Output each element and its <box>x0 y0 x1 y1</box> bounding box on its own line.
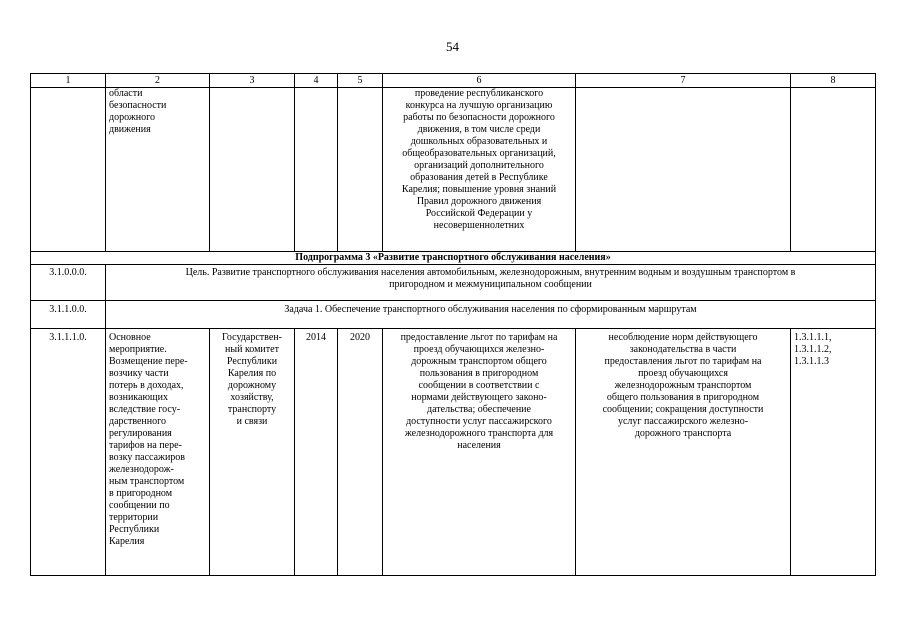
goal-code: 3.1.0.0.0. <box>31 265 106 301</box>
cont-cell-3 <box>210 88 295 252</box>
cont-cell-8 <box>791 88 876 252</box>
event-end-year: 2020 <box>338 329 383 576</box>
cont-cell-2: области безопасности дорожного движения <box>106 88 210 252</box>
task-code: 3.1.1.0.0. <box>31 301 106 329</box>
cont-cell-7 <box>576 88 791 252</box>
event-expected-result: предоставление льгот по тарифам на проезд обучающихся железно- дорожным транспортом общего пользования в пригородном сообщении в соответствии с нормами действующего законо- дательства; обеспечение доступности услуг пассажирского железнодорожного транспорта для населения <box>383 329 576 576</box>
header-row <box>31 74 876 88</box>
goal-row <box>31 265 876 301</box>
task-text: Задача 1. Обеспечение транспортного обслуживания населения по сформированным маршрутам <box>106 301 876 329</box>
header-cell-3: 3 <box>210 74 295 88</box>
header-cell-6: 6 <box>383 74 576 88</box>
subprogram-title: Подпрограмма 3 «Развитие транспортного обслуживания населения» <box>31 252 876 265</box>
cont-cell-5 <box>338 88 383 252</box>
event-row <box>31 329 876 576</box>
cont-cell-1 <box>31 88 106 252</box>
header-cell-2: 2 <box>106 74 210 88</box>
header-cell-1: 1 <box>31 74 106 88</box>
cont-cell-4 <box>295 88 338 252</box>
event-title: Основное мероприятие. Возмещение пере- возчику части потерь в доходах, возникающих вследствие госу- дарственного регулирования тарифов на пере- возку пассажиров железнодорож- ным транспортом в пригородном сообщении по территории Республики Карелия <box>106 329 210 576</box>
event-code: 3.1.1.1.0. <box>31 329 106 576</box>
continuation-row <box>31 88 876 252</box>
event-consequences: несоблюдение норм действующего законодательства в части предоставления льгот по тарифам на проезд обучающихся железнодорожным транспортом общего пользования в пригородном сообщении; сокращения доступности услуг пассажирского железно- дорожного транспорта <box>576 329 791 576</box>
header-cell-5: 5 <box>338 74 383 88</box>
page-number: 54 <box>446 39 459 54</box>
event-executor: Государствен- ный комитет Республики Карелия по дорожному хозяйству, транспорту и связи <box>210 329 295 576</box>
program-table <box>30 73 876 576</box>
event-indicators: 1.3.1.1.1, 1.3.1.1.2, 1.3.1.1.3 <box>791 329 876 576</box>
subprogram-row <box>31 252 876 265</box>
task-row <box>31 301 876 329</box>
cont-cell-6: проведение республиканского конкурса на лучшую организацию работы по безопасности дорожного движения, в том числе среди дошкольных образовательных и общеобразовательных организаций, организаций дополнительного образования детей в Республике Карелия; повышение уровня знаний Правил дорожного движения Российской Федерации у несовершеннолетних <box>383 88 576 252</box>
goal-text: Цель. Развитие транспортного обслуживания населения автомобильным, железнодорожным, внутренним водным и воздушным транспортом в пригородном и межмуниципальном сообщении <box>106 265 876 301</box>
event-start-year: 2014 <box>295 329 338 576</box>
header-cell-8: 8 <box>791 74 876 88</box>
header-cell-7: 7 <box>576 74 791 88</box>
header-cell-4: 4 <box>295 74 338 88</box>
